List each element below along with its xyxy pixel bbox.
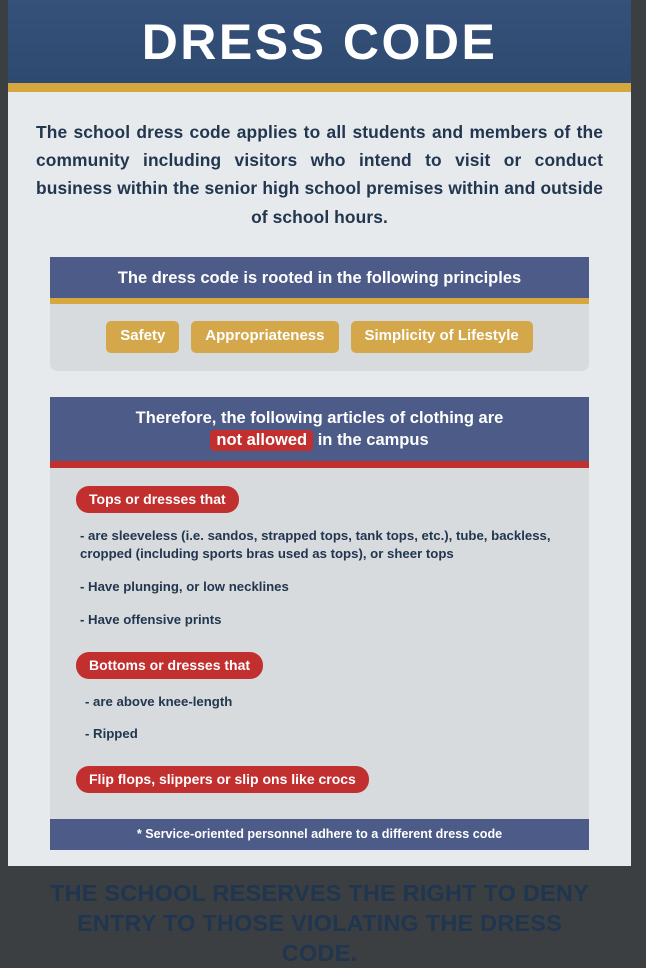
principle-chip-simplicity: Simplicity of Lifestyle (351, 321, 533, 353)
rule-item-tops-1: - are sleeveless (i.e. sandos, strapped tops, tank tops, etc.), tube, backless, cropped (including sports bras used as tops), or sheer tops (80, 527, 551, 562)
principles-card (50, 257, 589, 371)
not-allowed-red-divider (50, 461, 589, 468)
rule-tag-tops: Tops or dresses that (76, 486, 239, 513)
closing-line-1: THE SCHOOL RESERVES THE RIGHT TO DENY (50, 880, 589, 907)
header-gold-divider (8, 83, 631, 92)
rule-item-tops-3: - Have offensive prints (80, 611, 222, 627)
principle-chip-safety: Safety (106, 321, 179, 353)
page-title: DRESS CODE (141, 13, 498, 70)
rule-item-tops-2: - Have plunging, or low necklines (80, 579, 289, 595)
rule-tag-bottoms: Bottoms or dresses that (76, 652, 263, 679)
principles-heading: The dress code is rooted in the following principles (50, 257, 589, 298)
intro-paragraph: The school dress code applies to all students and members of the community including visitors who intend to visit or conduct business within the senior high school premises within and outside of school hours. (36, 122, 603, 227)
poster-sheet (8, 0, 631, 967)
not-allowed-heading-line1: Therefore, the following articles of clothing are (135, 408, 504, 427)
rule-group-tops (76, 486, 563, 630)
not-allowed-heading (50, 397, 589, 461)
principles-chip-list (50, 304, 589, 371)
closing-line-2: ENTRY TO THOSE VIOLATING THE DRESS CODE. (76, 910, 563, 967)
service-personnel-footnote: * Service-oriented personnel adhere to a different dress code (50, 819, 589, 850)
rule-item-bottoms-1: - are above knee-length (85, 693, 233, 709)
not-allowed-heading-line2-rest: in the campus (313, 431, 429, 450)
not-allowed-card (50, 397, 589, 851)
rules-list (50, 468, 589, 804)
closing-statement (38, 878, 601, 968)
principle-chip-appropriateness: Appropriateness (191, 321, 338, 353)
rule-group-bottoms (76, 652, 563, 745)
rule-item-bottoms-2: - Ripped (85, 726, 138, 742)
not-allowed-highlight: not allowed (210, 430, 313, 451)
not-allowed-heading-line2 (58, 429, 581, 451)
header-banner (8, 0, 631, 83)
rule-group-footwear (76, 766, 563, 793)
rule-tag-footwear: Flip flops, slippers or slip ons like crocs (76, 766, 369, 793)
